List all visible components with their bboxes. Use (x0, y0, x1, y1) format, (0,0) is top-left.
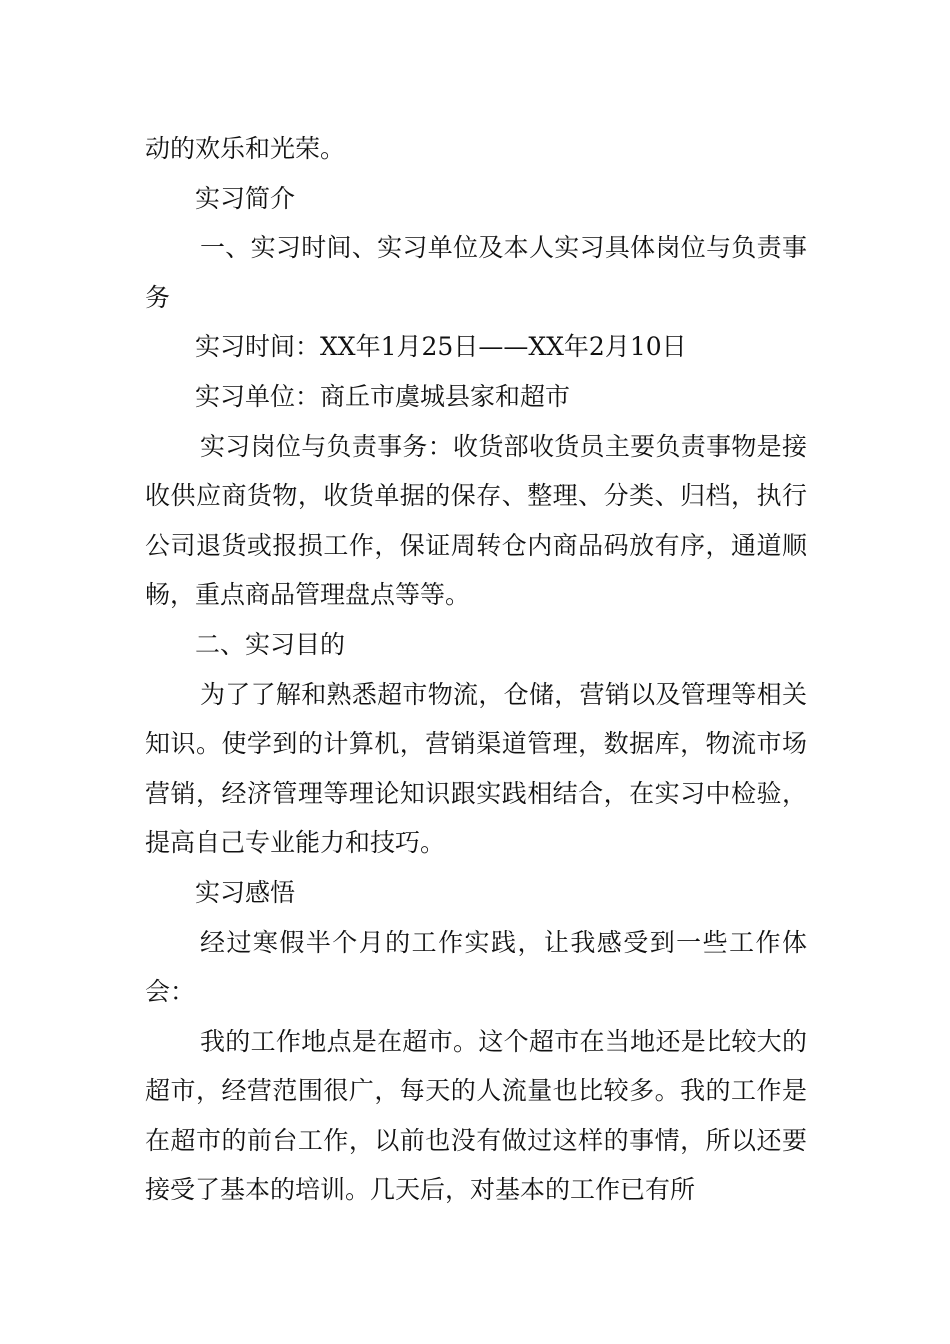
internship-time: 实习时间：XX年1月25日——XX年2月10日 (195, 332, 687, 362)
paragraph-workplace: 我的工作地点是在超市。这个超市在当地还是比较大的超市，经营范围很广，每天的人流量也比较多。我的工作是在超市的前台工作，以前也没有做过这样的事情，所以还要接受了基本的培训。几天后，对基本的工作已有所 (145, 1026, 807, 1205)
section-heading-internship-intro: 实习简介 (195, 183, 296, 213)
internship-unit: 实习单位：商丘市虞城县家和超市 (195, 381, 571, 411)
paragraph-continuation: 动的欢乐和光荣。 (145, 134, 346, 163)
paragraph-purpose: 为了了解和熟悉超市物流，仓储，营销以及管理等相关知识。使学到的计算机，营销渠道管理，数据库，物流市场营销，经济管理等理论知识跟实践相结合，在实习中检验，提高自己专业能力和技巧。 (145, 679, 807, 858)
section-heading-reflections: 实习感悟 (195, 877, 296, 907)
paragraph-position-duties: 实习岗位与负责事务：收货部收货员主要负责事物是接收供应商货物，收货单据的保存、整理、分类、归档，执行公司退货或报损工作，保证周转仓内商品码放有序，通道顺畅，重点商品管理盘点等等。 (145, 431, 807, 610)
subheading-time-unit-position: 一、实习时间、实习单位及本人实习具体岗位与负责事务 (145, 233, 807, 312)
document-body (145, 124, 807, 1215)
subheading-internship-purpose: 二、实习目的 (195, 629, 346, 659)
paragraph-reflection-intro: 经过寒假半个月的工作实践，让我感受到一些工作体会： (145, 927, 807, 1007)
